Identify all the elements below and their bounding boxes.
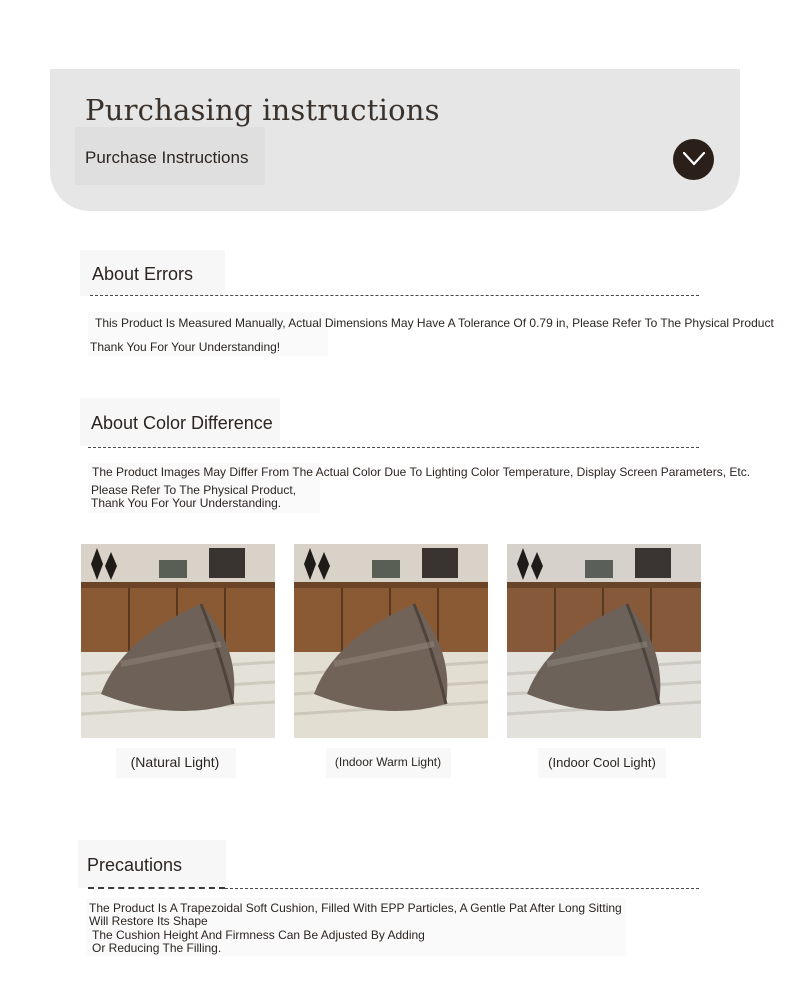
bean-bag-photo-natural [81, 544, 275, 738]
caption-warm-light: (Indoor Warm Light) [334, 755, 442, 769]
about-errors-text-2: Thank You For Your Understanding! [90, 340, 281, 354]
divider [90, 295, 699, 296]
purchase-instructions-label: Purchase Instructions [85, 148, 249, 167]
divider-accent [88, 887, 225, 889]
about-errors-text-1: This Product Is Measured Manually, Actual Dimensions May Have A Tolerance Of 0.79 in, Please Refer To The Physical Product [95, 316, 774, 330]
caption-natural-light: (Natural Light) [130, 754, 220, 770]
precautions-heading-box [78, 840, 226, 888]
precautions-text-1: The Product Is A Trapezoidal Soft Cushion, Filled With EPP Particles, A Gentle Pat After Long Sitting [89, 901, 622, 915]
page-title: Purchasing instructions [85, 93, 440, 127]
about-errors-heading: About Errors [92, 264, 194, 284]
about-color-text-1: The Product Images May Differ From The Actual Color Due To Lighting Color Temperature, Display Screen Parameters, Etc. [92, 465, 751, 479]
caption-cool-light: (Indoor Cool Light) [548, 755, 656, 770]
expand-toggle-button[interactable] [673, 139, 714, 180]
precautions-text-2: Will Restore Its Shape [89, 914, 208, 928]
divider [88, 447, 699, 448]
precautions-text-4: Or Reducing The Filling. [92, 941, 222, 955]
chevron-down-icon [683, 152, 705, 166]
precautions-heading: Precautions [87, 855, 183, 875]
bean-bag-photo-cool [507, 544, 701, 738]
bean-bag-photo-warm [294, 544, 488, 738]
precautions-text-3: The Cushion Height And Firmness Can Be Adjusted By Adding [92, 928, 425, 942]
about-color-heading: About Color Difference [91, 413, 273, 433]
purchasing-instructions-banner [50, 69, 740, 211]
divider [225, 888, 699, 889]
about-color-text-2: Please Refer To The Physical Product, [91, 483, 296, 497]
about-color-text-3: Thank You For Your Understanding. [91, 496, 282, 510]
about-color-heading-box [80, 398, 280, 446]
purchase-instructions-tab[interactable] [75, 127, 265, 185]
about-errors-heading-box [80, 250, 225, 296]
